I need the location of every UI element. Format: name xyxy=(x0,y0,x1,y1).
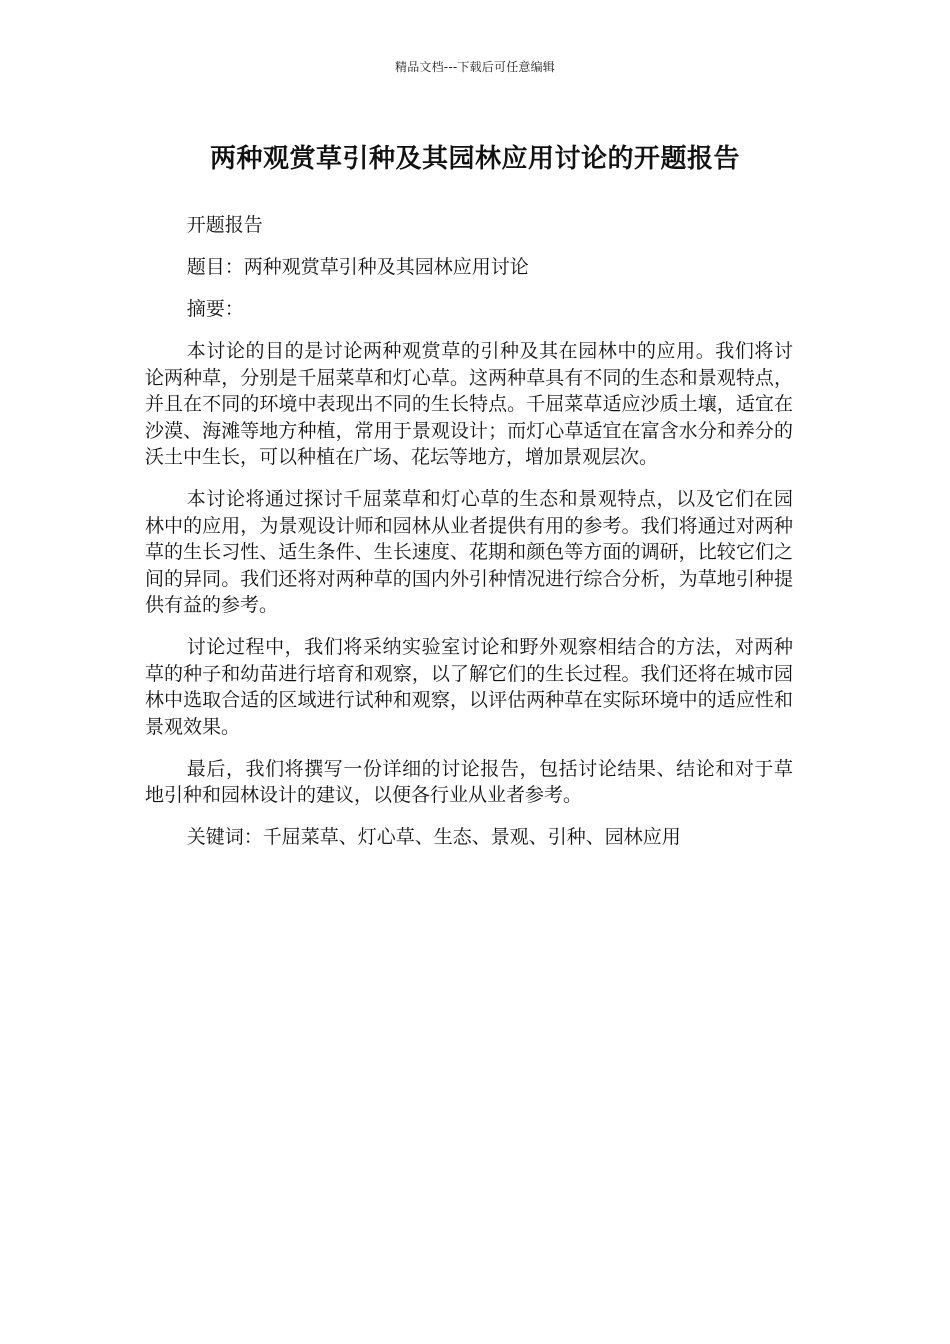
paragraph: 最后，我们将撰写一份详细的讨论报告，包括讨论结果、结论和对于草地引种和园林设计的建议，以便各行业从业者参考。 xyxy=(145,757,793,806)
keywords-line: 关键词：千屈菜草、灯心草、生态、景观、引种、园林应用 xyxy=(186,826,681,848)
topic-line: 题目：两种观赏草引种及其园林应用讨论 xyxy=(186,256,529,278)
header-note: 精品文档---下载后可任意编辑 xyxy=(395,60,555,74)
report-label: 开题报告 xyxy=(186,214,263,236)
paragraph: 本讨论的目的是讨论两种观赏草的引种及其在园林中的应用。我们将讨论两种草，分别是千屈菜草和灯心草。这两种草具有不同的生态和景观特点，并且在不同的环境中表现出不同的生长特点。千屈菜草适应沙质土壤，适宜在沙漠、海滩等地方种植，常用于景观设计；而灯心草适宜在富含水分和养分的沃土中生长，可以种植在广场、花坛等地方，增加景观层次。 xyxy=(145,340,793,468)
abstract-label: 摘要： xyxy=(186,298,244,320)
document-body xyxy=(145,212,793,866)
document-title: 两种观赏草引种及其园林应用讨论的开题报告 xyxy=(209,144,740,174)
paragraph: 讨论过程中，我们将采纳实验室讨论和野外观察相结合的方法，对两种草的种子和幼苗进行培育和观察，以了解它们的生长过程。我们还将在城市园林中选取合适的区域进行试种和观察，以评估两种草在实际环境中的适应性和景观效果。 xyxy=(145,636,793,738)
paragraph: 本讨论将通过探讨千屈菜草和灯心草的生态和景观特点，以及它们在园林中的应用，为景观设计师和园林从业者提供有用的参考。我们将通过对两种草的生长习性、适生条件、生长速度、花期和颜色等方面的调研，比较它们之间的异同。我们还将对两种草的国内外引种情况进行综合分析，为草地引种提供有益的参考。 xyxy=(145,488,793,616)
